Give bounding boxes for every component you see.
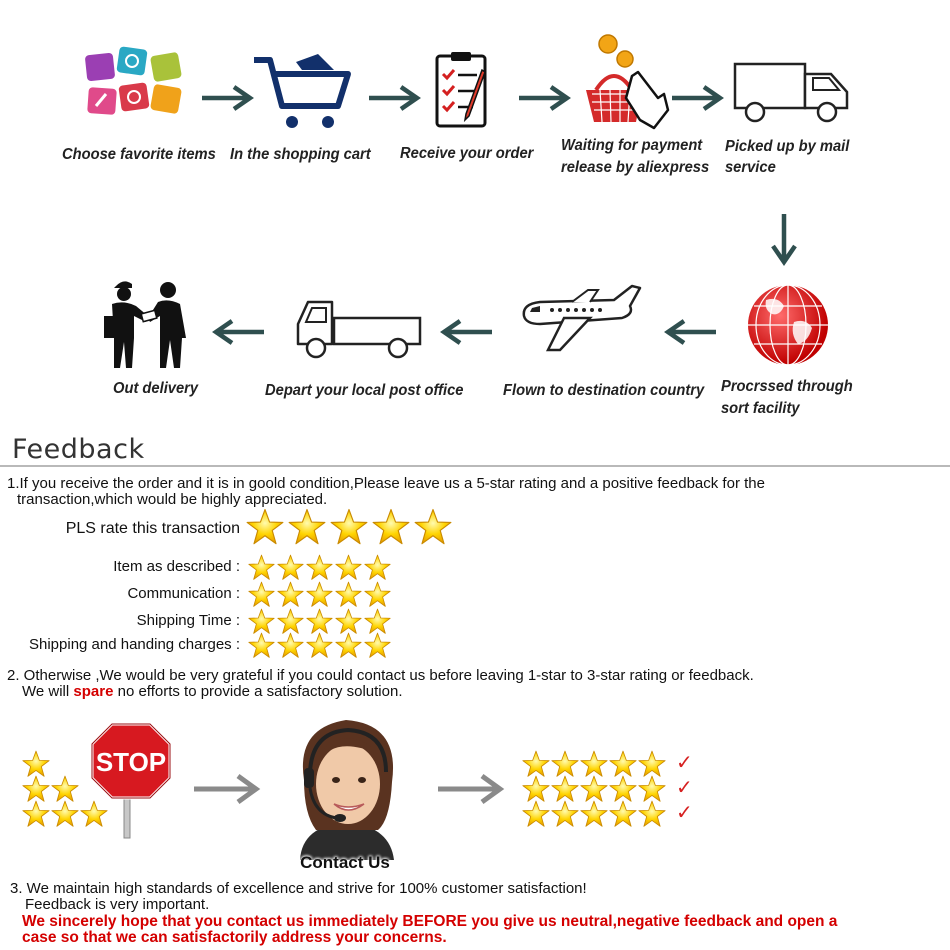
star-icon [277, 632, 304, 659]
arrow-right-icon [436, 772, 506, 806]
star-icon [364, 554, 391, 581]
airplane-icon [518, 284, 642, 354]
apps-icon [80, 46, 195, 122]
star-icon [364, 581, 391, 608]
five-stars [522, 750, 667, 778]
customer-service-agent-image [282, 710, 412, 860]
arrow-right-icon [670, 84, 724, 112]
five-stars [522, 800, 667, 828]
arrow-right-icon [517, 84, 571, 112]
two-stars [22, 775, 80, 803]
delivery-people-icon [102, 276, 198, 370]
arrow-left-icon [664, 318, 718, 346]
star-icon [51, 775, 79, 803]
star-icon [638, 800, 666, 828]
payment-icon [580, 32, 670, 132]
star-icon [288, 508, 326, 546]
stop-sign-icon [88, 720, 174, 840]
stop-text: STOP [95, 747, 167, 777]
step-label: Picked up by mail [725, 138, 850, 155]
step-label: Procrssed through [721, 378, 853, 395]
star-icon [522, 775, 550, 803]
paragraph-1-line-1: 1.If you receive the order and it is in goold condition,Please leave us a 5-star rating and a positive feedback for the [7, 475, 765, 492]
paragraph-3-line-4: case so that we can satisfactorily address your concerns. [22, 929, 447, 946]
arrow-down-icon [770, 212, 798, 266]
step-label: Flown to destination country [503, 382, 705, 399]
shopping-cart-icon [252, 52, 352, 134]
star-icon [609, 775, 637, 803]
star-icon [248, 608, 275, 635]
star-icon [248, 632, 275, 659]
truck-icon [733, 58, 853, 128]
arrow-right-icon [367, 84, 421, 112]
star-icon [277, 554, 304, 581]
step-label: Waiting for payment [561, 137, 703, 154]
contact-us-label: Contact Us [300, 853, 390, 872]
step-label: Out delivery [113, 380, 199, 397]
checkmark-icon: ✓ [676, 750, 693, 774]
star-icon [248, 554, 275, 581]
checkmark-icon: ✓ [676, 800, 693, 824]
star-icon [522, 800, 550, 828]
step-label: release by aliexpress [561, 159, 710, 176]
star-icon [372, 508, 410, 546]
step-label: sort facility [721, 400, 800, 417]
star-icon [330, 508, 368, 546]
star-icon [364, 608, 391, 635]
paragraph-3-line-3: We sincerely hope that you contact us immediately BEFORE you give us neutral,negative feedback and open a [22, 913, 838, 930]
divider [0, 465, 950, 467]
text: no efforts to provide a satisfactory solution. [113, 683, 403, 700]
star-icon [638, 775, 666, 803]
rating-label: Shipping Time : [136, 612, 240, 629]
star-icon [335, 554, 362, 581]
star-icon [580, 750, 608, 778]
paragraph-2-line-2 [22, 684, 402, 700]
arrow-left-icon [440, 318, 494, 346]
star-icon [335, 608, 362, 635]
feedback-title: Feedback [12, 434, 145, 465]
star-icon [277, 608, 304, 635]
star-icon [364, 632, 391, 659]
step-label: Receive your order [400, 145, 534, 162]
truck-icon [294, 294, 424, 362]
paragraph-2-line-1: 2. Otherwise ,We would be very grateful if you could contact us before leaving 1-star to 3-star rating or feedback. [7, 667, 754, 684]
rating-label: Item as described : [113, 558, 240, 575]
star-icon [306, 581, 333, 608]
step-label: Depart your local post office [265, 382, 464, 399]
star-icon [246, 508, 284, 546]
five-stars [522, 775, 667, 803]
paragraph-3-line-1: 3. We maintain high standards of excellence and strive for 100% customer satisfaction! [10, 880, 587, 897]
star-icon [22, 800, 50, 828]
star-icon [335, 581, 362, 608]
star-icon [306, 554, 333, 581]
checklist-icon [433, 50, 497, 130]
star-icon [306, 608, 333, 635]
star-icon [551, 750, 579, 778]
globe-icon [744, 282, 832, 368]
pls-rate-label: PLS rate this transaction [65, 520, 240, 537]
arrow-right-icon [192, 772, 262, 806]
rating-stars [248, 608, 393, 635]
step-label: service [725, 159, 776, 176]
star-icon [638, 750, 666, 778]
rating-stars-large [246, 508, 456, 546]
star-icon [522, 750, 550, 778]
paragraph-3-line-2: Feedback is very important. [25, 896, 210, 913]
rating-stars [248, 632, 393, 659]
star-icon [306, 632, 333, 659]
text: We will [22, 683, 74, 700]
step-label: In the shopping cart [230, 146, 371, 163]
step-label: Choose favorite items [62, 146, 216, 163]
rating-stars [248, 554, 393, 581]
star-icon [335, 632, 362, 659]
rating-stars [248, 581, 393, 608]
star-icon [51, 800, 79, 828]
arrow-right-icon [200, 84, 254, 112]
checkmark-icon: ✓ [676, 775, 693, 799]
paragraph-1-line-2: transaction,which would be highly appreciated. [17, 491, 328, 508]
star-icon [609, 750, 637, 778]
one-star [22, 750, 51, 778]
highlight-text: spare [73, 683, 114, 700]
star-icon [414, 508, 452, 546]
star-icon [551, 775, 579, 803]
star-icon [609, 800, 637, 828]
rating-label: Communication : [127, 585, 240, 602]
star-icon [248, 581, 275, 608]
star-icon [551, 800, 579, 828]
star-icon [580, 775, 608, 803]
star-icon [22, 775, 50, 803]
rating-label: Shipping and handing charges : [29, 636, 240, 653]
arrow-left-icon [212, 318, 266, 346]
star-icon [22, 750, 50, 778]
star-icon [580, 800, 608, 828]
star-icon [277, 581, 304, 608]
